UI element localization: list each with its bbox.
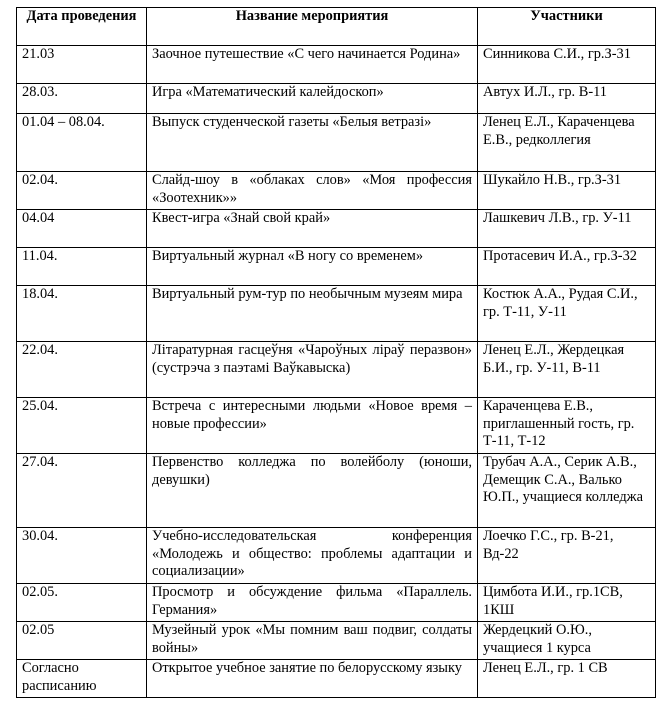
events-table	[16, 7, 656, 698]
event-participants: Протасевич И.А., гр.З-32	[478, 248, 656, 286]
event-date: 18.04.	[17, 286, 147, 342]
table-row	[17, 210, 656, 248]
header-event-name: Название мероприятия	[147, 8, 478, 46]
event-name: Літаратурная гасцеўня «Чароўных ліраў перазвон» (сустрэча з паэтамі Ваўкавыска)	[147, 342, 478, 398]
event-participants: Автух И.Л., гр. В-11	[478, 84, 656, 114]
event-date: 02.05	[17, 622, 147, 660]
event-date: 04.04	[17, 210, 147, 248]
event-name: Просмотр и обсуждение фильма «Параллель. Германия»	[147, 584, 478, 622]
event-date: 28.03.	[17, 84, 147, 114]
event-participants: Цимбота И.И., гр.1СВ, 1КШ	[478, 584, 656, 622]
table-row	[17, 172, 656, 210]
event-participants: Трубач А.А., Серик А.В., Демещик С.А., Валько Ю.П., учащиеся колледжа	[478, 454, 656, 528]
event-name: Встреча с интересными людьми «Новое время – новые профессии»	[147, 398, 478, 454]
event-name: Учебно-исследовательская конференция «Молодежь и общество: проблемы адаптации и социализации»	[147, 528, 478, 584]
event-participants: Костюк А.А., Рудая С.И., гр. Т-11, У-11	[478, 286, 656, 342]
event-date: 30.04.	[17, 528, 147, 584]
event-date: 11.04.	[17, 248, 147, 286]
table-row	[17, 286, 656, 342]
table-row	[17, 584, 656, 622]
event-participants: Шукайло Н.В., гр.З-31	[478, 172, 656, 210]
event-name: Музейный урок «Мы помним ваш подвиг, солдаты войны»	[147, 622, 478, 660]
header-participants: Участники	[478, 8, 656, 46]
event-date: 02.04.	[17, 172, 147, 210]
table-header-row	[17, 8, 656, 46]
event-name: Первенство колледжа по волейболу (юноши, девушки)	[147, 454, 478, 528]
event-name: Виртуальный журнал «В ногу со временем»	[147, 248, 478, 286]
event-participants: Караченцева Е.В., приглашенный гость, гр. Т-11, Т-12	[478, 398, 656, 454]
event-name: Квест-игра «Знай свой край»	[147, 210, 478, 248]
event-name: Выпуск студенческой газеты «Белыя ветразі»	[147, 114, 478, 172]
event-date: 27.04.	[17, 454, 147, 528]
event-participants: Ленец Е.Л., Жердецкая Б.И., гр. У-11, В-11	[478, 342, 656, 398]
table-row	[17, 84, 656, 114]
table-row	[17, 46, 656, 84]
event-date: Согласно расписанию	[17, 660, 147, 698]
event-name: Слайд-шоу в «облаках слов» «Моя профессия «Зоотехник»»	[147, 172, 478, 210]
event-date: 25.04.	[17, 398, 147, 454]
event-name: Открытое учебное занятие по белорусскому языку	[147, 660, 478, 698]
table-row	[17, 114, 656, 172]
event-participants: Лашкевич Л.В., гр. У-11	[478, 210, 656, 248]
event-participants: Жердецкий О.Ю., учащиеся 1 курса	[478, 622, 656, 660]
table-row	[17, 248, 656, 286]
event-date: 21.03	[17, 46, 147, 84]
event-date: 01.04 – 08.04.	[17, 114, 147, 172]
event-participants: Ленец Е.Л., гр. 1 СВ	[478, 660, 656, 698]
table-row	[17, 398, 656, 454]
table-row	[17, 622, 656, 660]
event-name: Виртуальный рум-тур по необычным музеям мира	[147, 286, 478, 342]
event-participants: Лоечко Г.С., гр. В-21, Вд-22	[478, 528, 656, 584]
table-row	[17, 528, 656, 584]
event-participants: Синникова С.И., гр.З-31	[478, 46, 656, 84]
event-name: Игра «Математический калейдоскоп»	[147, 84, 478, 114]
event-date: 22.04.	[17, 342, 147, 398]
header-date: Дата проведения	[17, 8, 147, 46]
table-row	[17, 342, 656, 398]
event-name: Заочное путешествие «С чего начинается Родина»	[147, 46, 478, 84]
event-date: 02.05.	[17, 584, 147, 622]
table-row	[17, 454, 656, 528]
table-row	[17, 660, 656, 698]
event-participants: Ленец Е.Л., Караченцева Е.В., редколлегия	[478, 114, 656, 172]
